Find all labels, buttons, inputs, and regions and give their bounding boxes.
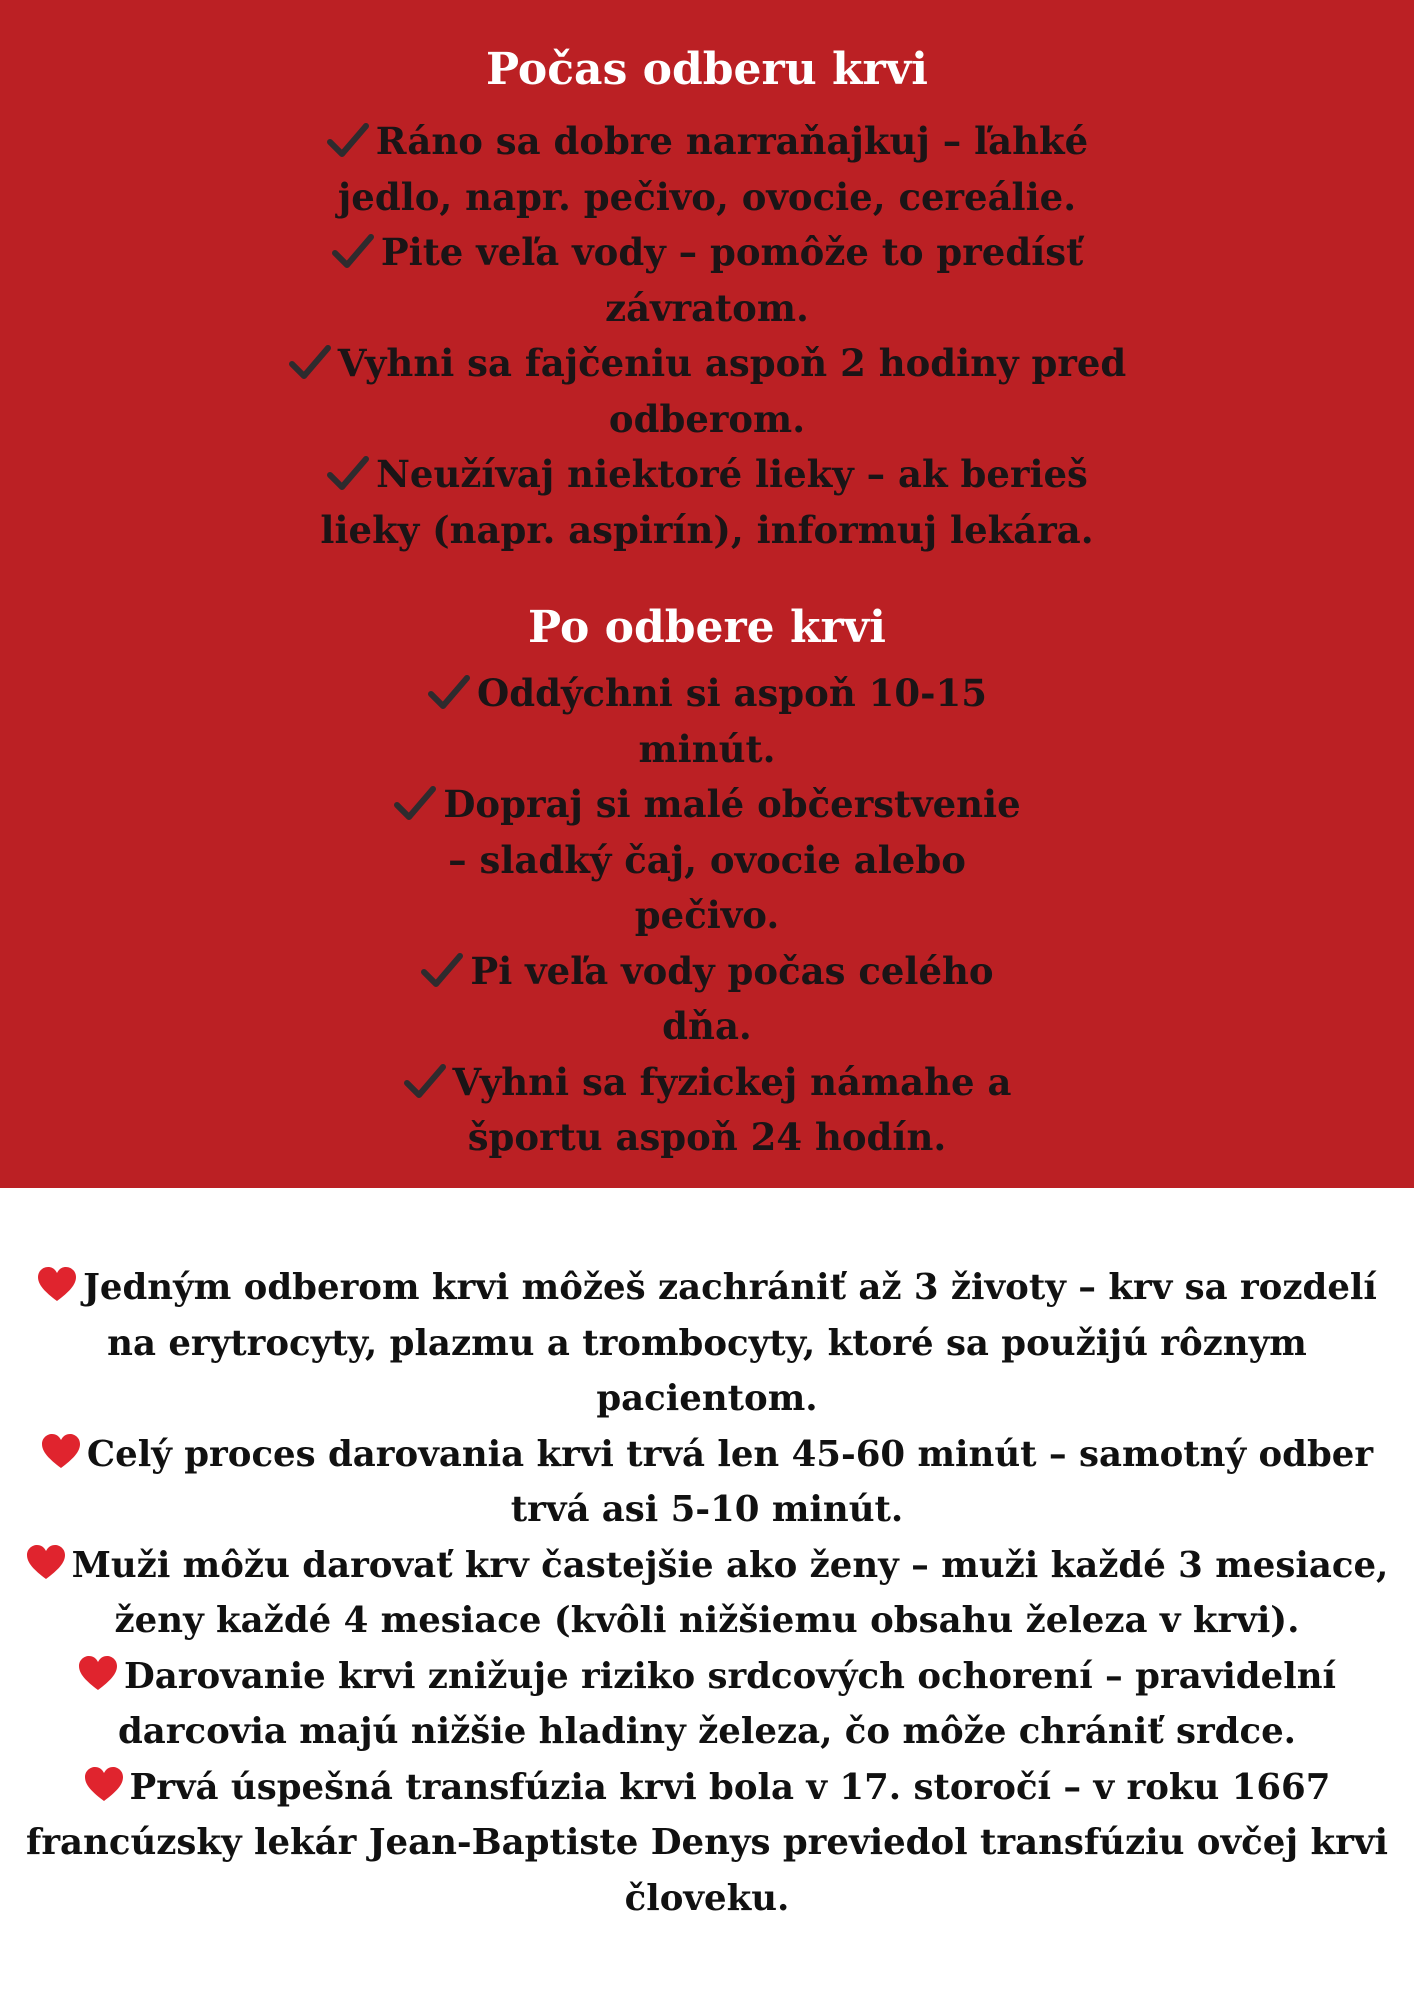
list-item-text: Vyhni sa fajčeniu aspoň 2 hodiny pred odberom.	[337, 341, 1127, 441]
list-item-text: Neužívaj niektoré lieky – ak berieš lieky (napr. aspirín), informuj lekára.	[320, 452, 1094, 552]
heart-icon	[26, 1545, 66, 1581]
fact-text: Prvá úspešná transfúzia krvi bola v 17. storočí – v roku 1667 francúzsky lekár Jean-Baptiste Denys previedol transfúziu ovčej krvi človeku.	[26, 1766, 1388, 1919]
check-icon	[326, 453, 370, 493]
heart-icon	[84, 1767, 124, 1803]
list-item	[277, 336, 1137, 447]
fact-text: Muži môžu darovať krv častejšie ako ženy – muži každé 3 mesiace, ženy každé 4 mesiace (kvôli nižšiemu obsahu železa v krvi).	[71, 1544, 1389, 1641]
check-icon	[427, 672, 471, 712]
list-item-text: Pi veľa vody počas celého dňa.	[470, 948, 994, 1048]
heart-icon	[41, 1434, 81, 1470]
during-title: Počas odberu krvi	[486, 44, 928, 95]
after-title: Po odbere krvi	[528, 602, 886, 653]
fact-item	[7, 1538, 1407, 1649]
list-item	[277, 447, 1137, 558]
list-item	[387, 944, 1027, 1055]
list-item	[387, 666, 1027, 777]
list-item-text: Dopraj si malé občerstvenie – sladký čaj, ovocie alebo pečivo.	[443, 782, 1021, 937]
check-icon	[331, 231, 375, 271]
heart-icon	[37, 1267, 77, 1303]
check-icon	[288, 342, 332, 382]
fact-item	[7, 1260, 1407, 1427]
check-icon	[420, 950, 464, 990]
list-item-text: Vyhni sa fyzickej námahe a športu aspoň 24 hodín.	[452, 1059, 1012, 1159]
check-icon	[326, 120, 370, 160]
fact-text: Jedným odberom krvi môžeš zachrániť až 3 životy – krv sa rozdelí na erytrocyty, plazmu a trombocyty, ktoré sa použijú rôznym pacientom.	[83, 1267, 1377, 1419]
after-list	[0, 666, 1414, 1166]
fact-item	[7, 1760, 1407, 1927]
heart-icon	[78, 1656, 118, 1692]
list-item-text: Oddýchni si aspoň 10-15 minút.	[477, 671, 987, 771]
fact-text: Celý proces darovania krvi trvá len 45-60 minút – samotný odber trvá asi 5-10 minút.	[86, 1433, 1374, 1530]
list-item	[387, 777, 1027, 944]
list-item-text: Pite veľa vody – pomôže to predísť závratom.	[380, 230, 1084, 330]
check-icon	[393, 783, 437, 823]
facts-list	[0, 1260, 1414, 1926]
list-item-text: Ráno sa dobre narraňajkuj – ľahké jedlo, napr. pečivo, ovocie, cereálie.	[337, 119, 1089, 219]
fact-item	[7, 1427, 1407, 1538]
list-item	[277, 114, 1137, 225]
list-item	[387, 1055, 1027, 1166]
list-item	[277, 225, 1137, 336]
fact-text: Darovanie krvi znižuje riziko srdcových ochorení – pravidelní darcovia majú nižšie hladiny železa, čo môže chrániť srdce.	[117, 1655, 1336, 1752]
check-icon	[403, 1061, 447, 1101]
fact-item	[7, 1649, 1407, 1760]
during-list	[0, 114, 1414, 558]
